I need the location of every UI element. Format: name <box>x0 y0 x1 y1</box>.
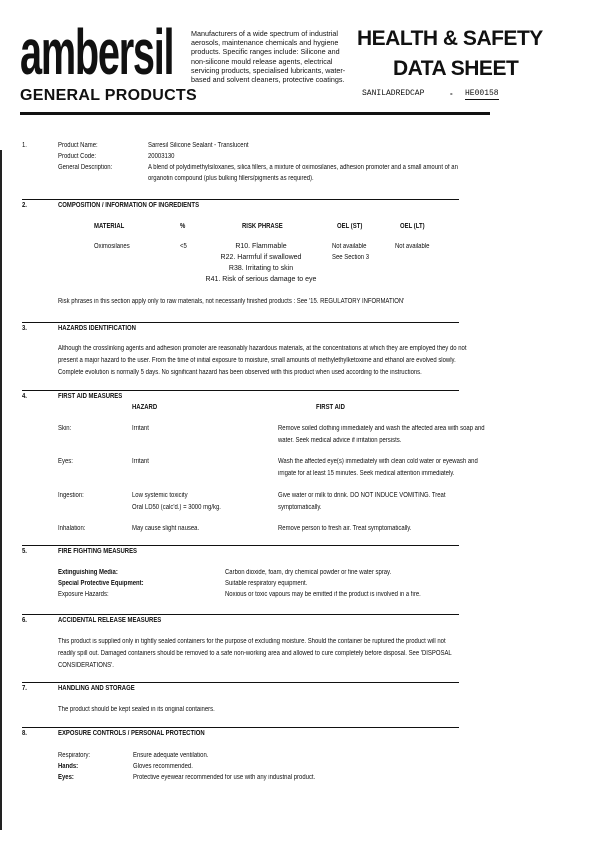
first-aid-cell: Give water or milk to drink. DO NOT INDUCE VOMITING. Treat <box>278 492 446 499</box>
percent-cell: <5 <box>180 243 187 250</box>
section-rule <box>22 199 459 200</box>
paragraph-line: Complete evolution is normally 5 days. No significant hazard has been observed with this product when used according to the instructions. <box>58 369 422 376</box>
section-rule <box>22 682 459 683</box>
section-number: 8. <box>22 730 27 737</box>
section-rule <box>22 390 459 391</box>
field-label: Exposure Hazards: <box>58 591 109 598</box>
field-value: Carbon dioxide, foam, dry chemical powder or fine water spray. <box>225 569 392 576</box>
field-label: Product Name: <box>58 142 98 149</box>
section-rule <box>22 727 459 728</box>
section-title: HAZARDS IDENTIFICATION <box>58 325 136 332</box>
ref-separator: - <box>450 89 453 98</box>
section-title: COMPOSITION / INFORMATION OF INGREDIENTS <box>58 202 200 209</box>
section-number: 1. <box>22 142 27 149</box>
hazard-cell: Low systemic toxicity <box>132 492 188 499</box>
risk-phrase: R38. Irritating to skin <box>228 265 294 272</box>
field-label: Eyes: <box>58 774 74 781</box>
scan-edge <box>0 150 2 830</box>
doc-reference: SANILADREDCAP <box>362 89 425 98</box>
hazard-cell: Irritant <box>132 458 149 465</box>
field-value: Noxious or toxic vapours may be emitted if the product is involved in a fire. <box>225 591 421 598</box>
field-value: Protective eyewear recommended for use with any industrial product. <box>133 774 316 781</box>
col-risk-phrase: RISK PHRASE <box>242 223 283 230</box>
exposure-route: Inhalation: <box>58 525 86 532</box>
section-number: 4. <box>22 393 27 400</box>
oel-st-cell: Not available <box>332 243 367 250</box>
first-aid-cell: irrigate for at least 15 minutes. Seek medical attention immediately. <box>278 470 455 477</box>
field-label: Hands: <box>58 763 79 770</box>
risk-phrase: R41. Risk of serious damage to eye <box>205 276 317 283</box>
hazard-cell: May cause slight nausea. <box>132 525 200 532</box>
exposure-route: Skin: <box>58 425 72 432</box>
section-rule <box>22 614 459 615</box>
risk-phrase: R10. Flammable <box>235 243 287 250</box>
section-title: HANDLING AND STORAGE <box>58 685 135 692</box>
hazard-cell: Oral LD50 (calc'd.) = 3000 mg/kg. <box>132 504 221 511</box>
hazard-cell: Irritant <box>132 425 149 432</box>
section-title: FIRE FIGHTING MEASURES <box>58 548 138 555</box>
oel-lt-cell: Not available <box>395 243 430 250</box>
section-number: 3. <box>22 325 27 332</box>
first-aid-cell: symptomatically. <box>278 504 322 511</box>
section-number: 5. <box>22 548 27 555</box>
col-oel-lt: OEL (LT) <box>400 223 425 230</box>
first-aid-cell: water. Seek medical advice if irritation persists. <box>278 437 402 444</box>
section-title: ACCIDENTAL RELEASE MEASURES <box>58 617 162 624</box>
first-aid-cell: Wash the affected eye(s) immediately with clean cold water or eyewash and <box>278 458 478 465</box>
col-oel-st: OEL (ST) <box>337 223 363 230</box>
exposure-route: Eyes: <box>58 458 73 465</box>
product-code: 20003130 <box>148 153 175 160</box>
paragraph-line: This product is supplied only in tightly sealed containers for the purpose of excluding moisture. Should the container be ruptured the product will not <box>58 638 446 645</box>
risk-note: Risk phrases in this section apply only to raw materials, not necessarily finished products : See '15. REGULATORY INFORMATION' <box>58 298 405 305</box>
header-rule <box>20 112 490 115</box>
paragraph-line: CONSIDERATIONS'. <box>58 662 114 669</box>
paragraph-line: Although the crosslinking agents and adhesion promoter are reasonably hazardous materials, at the concentrations at which they are employed they do not <box>58 345 467 352</box>
section-title: EXPOSURE CONTROLS / PERSONAL PROTECTION <box>58 730 205 737</box>
field-value: Suitable respiratory equipment. <box>225 580 308 587</box>
general-description-cont: organotin compound (plus bulking fillers/pigments as required). <box>148 175 314 182</box>
paragraph-line: readily spill out. Damaged containers should be removed to a safe non-working area and allowed to cure completely before disposal. See 'DISPOSAL <box>58 650 452 657</box>
col-percent: % <box>180 223 186 230</box>
col-material: MATERIAL <box>94 223 125 230</box>
section-number: 2. <box>22 202 27 209</box>
col-hazard: HAZARD <box>132 404 158 411</box>
section-rule <box>22 322 459 323</box>
material-cell: Oximosilanes <box>94 243 130 250</box>
general-description: A blend of polydimethylsiloxanes, silica fillers, a mixture of oximosilanes, adhesion promoter and a small amount of an <box>148 164 458 171</box>
paragraph-line: The product should be kept sealed in its original containers. <box>58 706 215 713</box>
section-rule <box>22 545 459 546</box>
col-first-aid: FIRST AID <box>316 404 345 411</box>
exposure-route: Ingestion: <box>58 492 84 499</box>
field-value: Gloves recommended. <box>133 763 193 770</box>
section-number: 7. <box>22 685 27 692</box>
section-number: 6. <box>22 617 27 624</box>
field-value: Ensure adequate ventilation. <box>133 752 209 759</box>
product-name: Sarresil Silicone Sealant - Translucent <box>148 142 249 149</box>
field-label: Respiratory: <box>58 752 91 759</box>
company-blurb: Manufacturers of a wide spectrum of industrial aerosols, maintenance chemicals and hygiene products. Specific ranges include: Silicone and non-silicone mould release agents, electrical servicing products, specialised lubricants, water-based and solvent cleaners, protective coatings. <box>191 29 346 85</box>
doc-title-line2: DATA SHEET <box>393 57 519 80</box>
logo-subtitle: GENERAL PRODUCTS <box>20 87 197 104</box>
field-label: Special Protective Equipment: <box>58 580 144 587</box>
field-label: Extinguishing Media: <box>58 569 118 576</box>
field-label: General Description: <box>58 164 113 171</box>
hs-code: HE00158 <box>465 89 499 98</box>
section-title: FIRST AID MEASURES <box>58 393 123 400</box>
first-aid-cell: Remove person to fresh air. Treat symptomatically. <box>278 525 412 532</box>
first-aid-cell: Remove soiled clothing immediately and wash the affected area with soap and <box>278 425 485 432</box>
field-label: Product Code: <box>58 153 97 160</box>
doc-title-line1: HEALTH & SAFETY <box>357 27 543 50</box>
paragraph-line: present a major hazard to the user. From the time of initial exposure to moisture, small amounts of methylethylketoxime and ethanol are evolved slowly. <box>58 357 456 364</box>
risk-phrase: R22. Harmful if swallowed <box>220 254 302 261</box>
ambersil-logo: ambersil <box>20 22 174 82</box>
oel-st-cell-note: See Section 3 <box>332 254 370 261</box>
